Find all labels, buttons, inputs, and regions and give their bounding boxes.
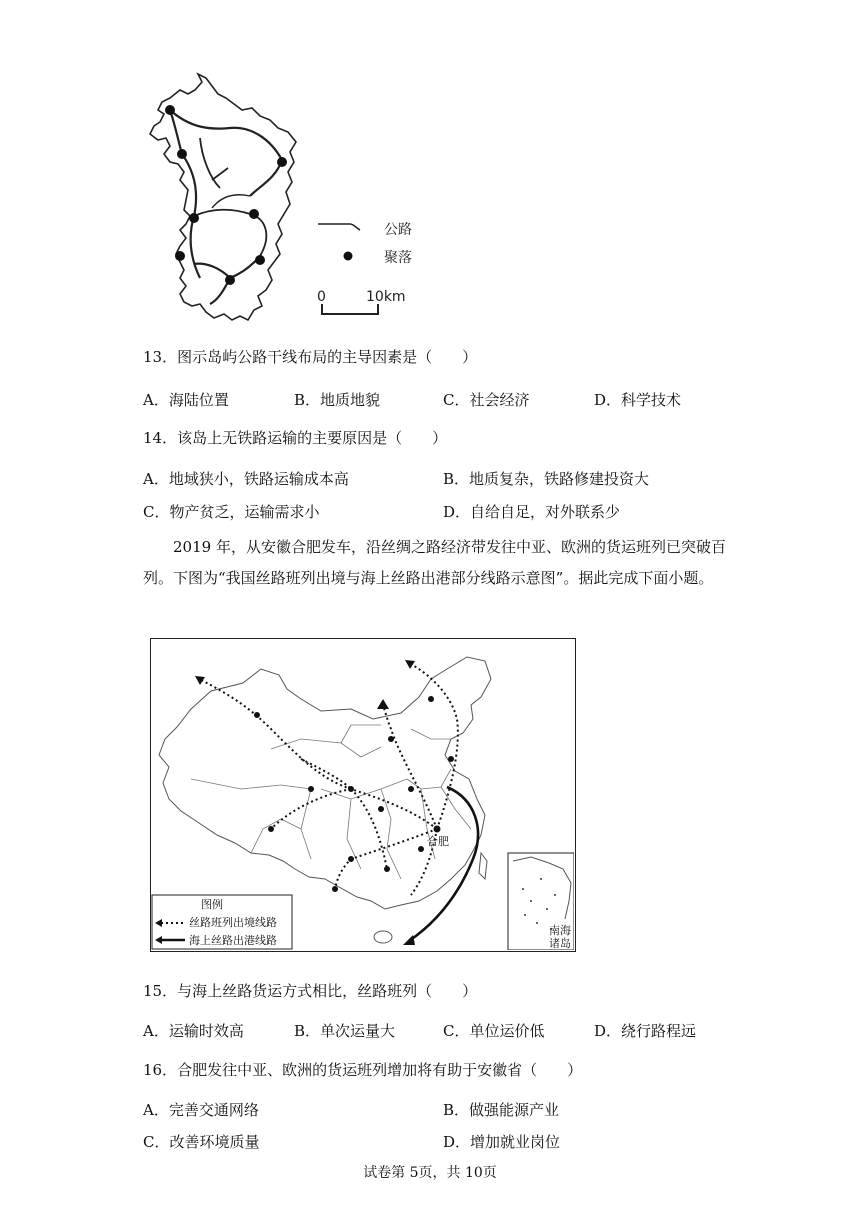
q13-option-a[interactable]: A．海陆位置	[143, 391, 229, 409]
q14-option-c[interactable]: C．物产贫乏，运输需求小	[143, 503, 320, 521]
legend-road-label: 公路	[384, 222, 412, 238]
legend-road-symbol	[318, 224, 360, 230]
china-map-figure	[150, 638, 576, 952]
passage-text: 2019 年，从安徽合肥发车，沿丝绸之路经济带发往中亚、欧洲的货运班列已突破百列。下图为“我国丝路班列出境与海上丝路出港部分线路示意图”。据此完成下面小题。	[143, 538, 726, 587]
island-map-figure	[140, 68, 440, 330]
q15-option-b[interactable]: B．单次运量大	[294, 1022, 396, 1040]
question-13-stem: 13．图示岛屿公路干线布局的主导因素是（ ）	[143, 348, 478, 366]
arrowhead	[195, 676, 205, 685]
q14-option-a[interactable]: A．地域狭小，铁路运输成本高	[143, 470, 349, 488]
city-dot	[348, 786, 354, 792]
q16-option-b[interactable]: B．做强能源产业	[443, 1101, 560, 1119]
q13-option-b[interactable]: B．地质地貌	[294, 391, 381, 409]
city-dot	[428, 696, 434, 702]
sea-route	[409, 787, 478, 941]
arrowhead	[377, 699, 389, 709]
settlement-dot	[277, 157, 287, 167]
legend-settlement-symbol	[344, 252, 353, 261]
city-dot	[348, 856, 354, 862]
sea-route-arrowhead	[403, 935, 415, 945]
q16-option-c[interactable]: C．改善环境质量	[143, 1133, 260, 1151]
page-footer: 试卷第 5页，共 10页	[363, 1165, 497, 1181]
inset-label-south-sea: 南海	[549, 924, 571, 937]
question-16-stem: 16．合肥发往中亚、欧洲的货运班列增加将有助于安徽省（ ）	[143, 1061, 583, 1079]
city-dot	[434, 826, 441, 833]
city-dot	[332, 886, 338, 892]
inset-label-islands: 诸岛	[549, 937, 571, 950]
q14-option-d[interactable]: D．自给自足，对外联系少	[443, 503, 621, 521]
question-14-stem: 14．该岛上无铁路运输的主要原因是（ ）	[143, 429, 448, 447]
city-dot	[418, 846, 424, 852]
scale-zero-label: 0	[317, 289, 326, 305]
silk-rail-route	[409, 663, 458, 829]
q14-option-b[interactable]: B．地质复杂，铁路修建投资大	[443, 470, 650, 488]
settlement-dot	[177, 149, 187, 159]
city-dot	[268, 826, 274, 832]
q15-option-a[interactable]: A．运输时效高	[143, 1022, 244, 1040]
city-dot	[254, 712, 260, 718]
scale-bar	[322, 304, 378, 314]
settlement-dot	[255, 255, 265, 265]
settlement-dot	[175, 251, 185, 261]
province-borders	[191, 725, 471, 879]
taiwan-island	[479, 853, 487, 879]
city-dot	[308, 786, 314, 792]
city-dot	[378, 806, 384, 812]
china-outline	[159, 657, 491, 909]
q15-option-d[interactable]: D．绕行路程远	[594, 1022, 697, 1040]
settlement-dot	[249, 209, 259, 219]
road-west	[170, 110, 200, 278]
city-dot	[384, 866, 390, 872]
city-dot	[448, 756, 454, 762]
road-east-inner	[212, 195, 250, 208]
road-central	[194, 138, 266, 256]
q16-option-d[interactable]: D．增加就业岗位	[443, 1133, 561, 1151]
legend-title: 图例	[201, 898, 223, 911]
city-dot	[408, 786, 414, 792]
q16-option-a[interactable]: A．完善交通网络	[143, 1101, 259, 1119]
scale-distance-label: 10km	[366, 289, 406, 305]
settlement-dot	[225, 275, 235, 285]
legend-sea-label: 海上丝路出港线路	[189, 934, 277, 947]
settlement-dot	[189, 213, 199, 223]
legend-settlement-label: 聚落	[384, 250, 412, 266]
question-15-stem: 15．与海上丝路货运方式相比，丝路班列（ ）	[143, 982, 478, 1000]
q15-option-c[interactable]: C．单位运价低	[443, 1022, 545, 1040]
q13-option-c[interactable]: C．社会经济	[443, 391, 530, 409]
arrowhead	[405, 660, 415, 669]
hainan-island	[374, 931, 392, 943]
legend-silk-rail-label: 丝路班列出境线路	[189, 916, 277, 929]
hefei-label: 合肥	[427, 835, 449, 848]
silk-rail-route	[383, 705, 437, 829]
settlement-dot	[165, 105, 175, 115]
q13-option-d[interactable]: D．科学技术	[594, 391, 682, 409]
city-dot	[388, 736, 394, 742]
silk-rail-route	[199, 679, 437, 829]
